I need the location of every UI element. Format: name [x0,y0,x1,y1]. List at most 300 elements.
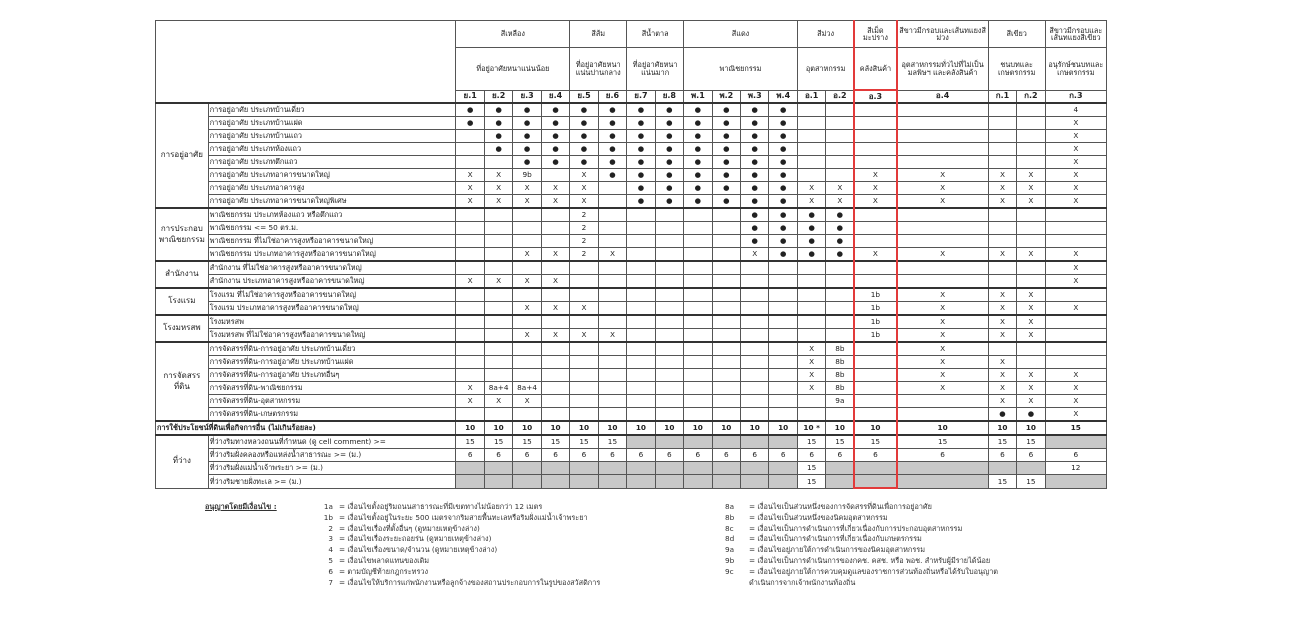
table-cell: 9a [826,395,854,408]
zone-group-use: ที่อยู่อาศัยหนาแน่นน้อย [456,48,570,91]
table-cell: ● [684,143,712,156]
section-title: สำนักงาน [156,261,209,288]
table-cell [627,261,655,275]
table-cell: ● [769,195,797,209]
table-cell: 6 [655,449,683,462]
table-cell: X [570,195,598,209]
table-cell [712,342,740,356]
table-cell [627,462,655,475]
row-label: โรงแรม ที่ไม่ใช่อาคารสูงหรืออาคารขนาดใหญ่ [208,288,456,302]
table-cell: X [897,302,989,316]
table-cell: X [1045,156,1106,169]
table-row [156,382,1107,395]
table-cell: 15 [456,435,484,449]
table-cell: X [854,195,896,209]
note-item [725,534,998,545]
row-label: การจัดสรรที่ดิน-การอยู่อาศัย ประเภทอื่นๆ [208,369,456,382]
note-code: 6 [328,566,333,576]
table-cell [513,208,541,222]
table-cell: X [1017,329,1045,343]
row-label: การจัดสรรที่ดิน-พาณิชยกรรม [208,382,456,395]
table-cell: 15 [854,435,896,449]
table-cell: X [897,342,989,356]
table-cell: 10 [513,421,541,435]
table-cell: 8a+4 [513,382,541,395]
table-cell: ● [627,117,655,130]
table-cell [988,103,1016,117]
table-cell [1017,130,1045,143]
table-cell [1017,275,1045,289]
notes-right-column [725,502,998,588]
table-cell [456,356,484,369]
table-cell [1017,143,1045,156]
zone-group-use: ที่อยู่อาศัยหนาแน่นมาก [627,48,684,91]
table-cell: ● [598,130,626,143]
table-cell [456,369,484,382]
table-cell [484,315,512,329]
table-cell [627,315,655,329]
table-cell: X [541,275,569,289]
table-cell [988,462,1016,475]
zone-group-name: สีเหลือง [456,21,570,48]
table-cell [513,462,541,475]
table-cell [897,156,989,169]
table-cell [712,261,740,275]
table-cell: X [988,288,1016,302]
table-cell [988,275,1016,289]
table-cell: ● [484,143,512,156]
note-item [205,534,600,545]
note-code: 8c [725,523,734,533]
note-code: 9c [725,566,734,576]
table-cell: 10 [456,421,484,435]
table-cell: ● [655,117,683,130]
note-text: = เงื่อนไขพลาดแทนของเดิม [339,555,430,565]
table-cell: X [897,169,989,182]
table-cell: ● [741,117,769,130]
table-cell: X [897,315,989,329]
table-cell: 1b [854,302,896,316]
table-cell [484,208,512,222]
zone-code: ย.3 [513,90,541,103]
table-cell [988,117,1016,130]
table-cell [741,435,769,449]
table-cell: 6 [598,449,626,462]
table-cell: ● [797,208,825,222]
table-cell: X [570,182,598,195]
table-cell: X [484,275,512,289]
row-label: พาณิชยกรรม ประเภทอาคารสูงหรืออาคารขนาดใหญ่ [208,248,456,262]
note-code: 1a [323,502,333,511]
table-cell: 15 [484,435,512,449]
table-cell: X [988,195,1016,209]
table-cell [541,356,569,369]
table-cell [826,329,854,343]
table-cell: X [513,329,541,343]
zone-group-name: สีเม็ดมะปราง [854,21,896,48]
table-cell [456,248,484,262]
table-cell: 10 [826,421,854,435]
table-cell [1017,462,1045,475]
table-cell: ● [513,156,541,169]
table-cell [826,130,854,143]
table-cell: ● [797,248,825,262]
table-cell: X [988,169,1016,182]
row-label: การจัดสรรที่ดิน-อุตสาหกรรม [208,395,456,408]
table-cell [456,315,484,329]
table-cell [655,222,683,235]
table-cell [1017,117,1045,130]
table-cell: ● [655,143,683,156]
table-cell [456,288,484,302]
table-cell [541,382,569,395]
note-text: = เงื่อนไขตั้งอยู่ในระยะ 500 เมตรจากริมสายพื้นทะเลหรือริมฝั่งแม่น้ำเจ้าพระยา [339,512,588,522]
table-cell: ● [741,169,769,182]
table-cell [797,117,825,130]
note-text: = เงื่อนไขเป็นการดำเนินการของกคช. คสช. หรือ พอช. สำหรับผู้มีรายได้น้อย [749,555,991,565]
land-use-table [155,20,1107,489]
table-cell [541,169,569,182]
table-cell: 9b [513,169,541,182]
table-cell [769,261,797,275]
table-cell [456,302,484,316]
table-cell [854,143,896,156]
site-watermark: สุด.COM [1152,569,1241,593]
table-cell [988,235,1016,248]
table-cell [684,329,712,343]
table-cell [769,382,797,395]
table-cell: X [1017,315,1045,329]
table-cell [1017,222,1045,235]
table-cell [897,462,989,475]
table-cell [655,329,683,343]
zoning-table-document [155,20,1107,489]
table-cell: X [598,248,626,262]
table-cell: 15 [1017,475,1045,489]
row-label: พาณิชยกรรม <= 50 ตร.ม. [208,222,456,235]
table-cell [627,248,655,262]
table-cell: X [1017,182,1045,195]
table-cell: ● [684,103,712,117]
table-cell: X [988,356,1016,369]
table-cell: 6 [988,449,1016,462]
table-cell [712,208,740,222]
row-label: การจัดสรรที่ดิน-เกษตรกรรม [208,408,456,422]
table-cell: ● [541,143,569,156]
zone-code: ย.8 [655,90,683,103]
table-cell [1045,329,1106,343]
table-cell: 6 [684,449,712,462]
table-cell [897,275,989,289]
table-cell: 15 [541,435,569,449]
table-cell: ● [627,169,655,182]
table-cell: ● [684,169,712,182]
table-cell: 10 [684,421,712,435]
section-title: ที่ว่าง [156,435,209,488]
table-cell [769,275,797,289]
zone-group-name: สีเขียว [988,21,1045,48]
table-cell [541,408,569,422]
table-cell: X [513,248,541,262]
row-label: โรงมหรสพ ที่ไม่ใช่อาคารสูงหรืออาคารขนาดใหญ่ [208,329,456,343]
note-code: 2 [328,523,333,533]
note-code: 3 [328,534,333,544]
table-cell [513,235,541,248]
table-cell: 8a+4 [484,382,512,395]
note-text: ดำเนินการจากเจ้าพนักงานท้องถิ่น [749,577,856,587]
table-cell [541,395,569,408]
note-code: 7 [328,577,333,587]
table-cell: X [797,195,825,209]
table-cell: X [897,329,989,343]
table-cell [570,369,598,382]
table-cell: 6 [484,449,512,462]
table-cell: ● [797,222,825,235]
table-cell: X [797,342,825,356]
table-cell [541,369,569,382]
table-cell: ● [541,117,569,130]
table-row [156,103,1107,117]
note-text: = เงื่อนไขเป็นส่วนหนึ่งของนิคมอุตสาหกรรม [749,512,888,522]
zone-code: ย.2 [484,90,512,103]
table-cell [797,261,825,275]
row-label: การอยู่อาศัย ประเภทบ้านแฝด [208,117,456,130]
table-row [156,208,1107,222]
zone-group-use: พาณิชยกรรม [684,48,798,91]
row-label: สำนักงาน ประเภทอาคารสูงหรืออาคารขนาดใหญ่ [208,275,456,289]
table-cell: X [826,195,854,209]
zone-group-use: อนุรักษ์ชนบทและเกษตรกรรม [1045,48,1106,91]
table-cell [897,208,989,222]
table-cell [769,408,797,422]
table-cell: ● [598,156,626,169]
table-cell [541,235,569,248]
table-cell [741,462,769,475]
row-label: พาณิชยกรรม ประเภทห้องแถว หรือตึกแถว [208,208,456,222]
table-cell: 15 [1045,421,1106,435]
table-cell [826,462,854,475]
table-cell: X [1045,117,1106,130]
table-cell [741,275,769,289]
table-cell: ● [769,143,797,156]
table-cell: 2 [570,235,598,248]
table-row [156,435,1107,449]
table-cell [826,288,854,302]
note-text: = เงื่อนไขเป็นส่วนหนึ่งของการจัดสรรที่ดินเพื่อการอยู่อาศัย [749,502,932,511]
table-cell [456,235,484,248]
table-cell: ● [655,103,683,117]
table-cell: ● [598,117,626,130]
row-label: การอยู่อาศัย ประเภทบ้านแถว [208,130,456,143]
table-cell [741,288,769,302]
table-cell: ● [541,103,569,117]
table-cell [598,261,626,275]
table-cell [598,235,626,248]
table-cell [854,369,896,382]
table-cell [854,235,896,248]
table-cell [598,395,626,408]
table-cell: 6 [897,449,989,462]
zone-code: อ.2 [826,90,854,103]
table-cell [988,143,1016,156]
note-item [725,545,998,556]
table-cell: ● [570,130,598,143]
table-cell [684,475,712,489]
table-cell [655,462,683,475]
table-cell [797,302,825,316]
table-cell [598,182,626,195]
table-cell: ● [769,169,797,182]
table-cell [627,369,655,382]
table-row [156,449,1107,462]
table-cell [741,261,769,275]
table-cell [484,356,512,369]
note-item [725,567,998,578]
table-cell: ● [712,117,740,130]
table-cell [826,103,854,117]
table-cell: ● [684,195,712,209]
table-cell [541,462,569,475]
table-cell [484,248,512,262]
note-text: = เงื่อนไขอยู่ภายใต้การควบคุมดูแลของราชการส่วนท้องถิ่นหรือได้รับใบอนุญาต [749,566,999,576]
zone-code: อ.3 [854,90,896,103]
table-cell [897,130,989,143]
table-cell [598,342,626,356]
table-cell [741,356,769,369]
table-cell: ● [1017,408,1045,422]
table-cell: X [988,369,1016,382]
table-cell [570,408,598,422]
table-cell [655,208,683,222]
table-cell: X [1045,302,1106,316]
table-cell [570,342,598,356]
table-cell: ● [826,208,854,222]
row-label: การอยู่อาศัย ประเภทอาคารขนาดใหญ่ [208,169,456,182]
table-cell [598,382,626,395]
table-cell [988,222,1016,235]
table-cell: ● [712,169,740,182]
row-label: โรงแรม ประเภทอาคารสูงหรืออาคารขนาดใหญ่ [208,302,456,316]
table-cell: X [541,248,569,262]
zone-code: ย.4 [541,90,569,103]
table-row [156,315,1107,329]
table-cell: X [988,315,1016,329]
table-cell [598,288,626,302]
note-item [205,524,600,535]
table-cell: X [1045,261,1106,275]
table-cell [598,275,626,289]
table-row [156,462,1107,475]
table-row [156,329,1107,343]
table-cell [684,356,712,369]
table-cell [854,130,896,143]
table-cell [456,143,484,156]
table-cell [769,329,797,343]
table-cell [684,408,712,422]
table-cell: X [541,329,569,343]
table-cell: ● [570,103,598,117]
table-cell [712,435,740,449]
table-cell [541,208,569,222]
table-cell [513,475,541,489]
table-cell [712,248,740,262]
table-cell [797,169,825,182]
table-cell [484,156,512,169]
table-cell [627,329,655,343]
table-cell [627,382,655,395]
table-cell [797,143,825,156]
table-cell [484,235,512,248]
table-cell [988,130,1016,143]
section-title: การอยู่อาศัย [156,103,209,208]
table-cell: 15 [897,435,989,449]
table-row [156,156,1107,169]
table-cell: X [988,248,1016,262]
table-cell [826,408,854,422]
table-cell: ● [769,208,797,222]
table-cell [854,342,896,356]
table-cell [988,208,1016,222]
table-cell [484,288,512,302]
zone-code: ย.6 [598,90,626,103]
table-cell [769,356,797,369]
table-cell [684,261,712,275]
table-cell [854,208,896,222]
table-cell [826,143,854,156]
table-cell [769,288,797,302]
table-cell: X [797,382,825,395]
table-cell: ● [769,117,797,130]
table-cell [484,302,512,316]
table-cell [826,475,854,489]
table-cell: X [797,356,825,369]
table-cell: 10 [769,421,797,435]
note-item [725,524,998,535]
table-cell [1017,235,1045,248]
section-title: โรงแรม [156,288,209,315]
table-cell: ● [741,143,769,156]
table-cell [684,222,712,235]
table-cell: ● [484,130,512,143]
table-cell [854,382,896,395]
table-row [156,356,1107,369]
table-cell [484,475,512,489]
table-cell: ● [712,103,740,117]
table-cell [712,302,740,316]
table-cell [797,288,825,302]
notes-left-column [205,502,600,588]
table-cell [741,382,769,395]
table-cell: ● [741,195,769,209]
table-cell: ● [598,103,626,117]
table-cell [484,462,512,475]
table-cell: 6 [627,449,655,462]
table-row [156,475,1107,489]
table-row [156,395,1107,408]
table-cell: ● [741,156,769,169]
row-label: ที่ว่างริมฝั่งแม่น้ำเจ้าพระยา >= (ม.) [208,462,456,475]
zone-code: พ.4 [769,90,797,103]
table-cell [627,342,655,356]
table-cell [741,395,769,408]
table-cell [854,395,896,408]
table-cell [712,395,740,408]
table-cell [712,235,740,248]
table-cell: 15 [797,475,825,489]
table-cell [684,275,712,289]
table-cell [854,222,896,235]
table-cell: X [1045,395,1106,408]
